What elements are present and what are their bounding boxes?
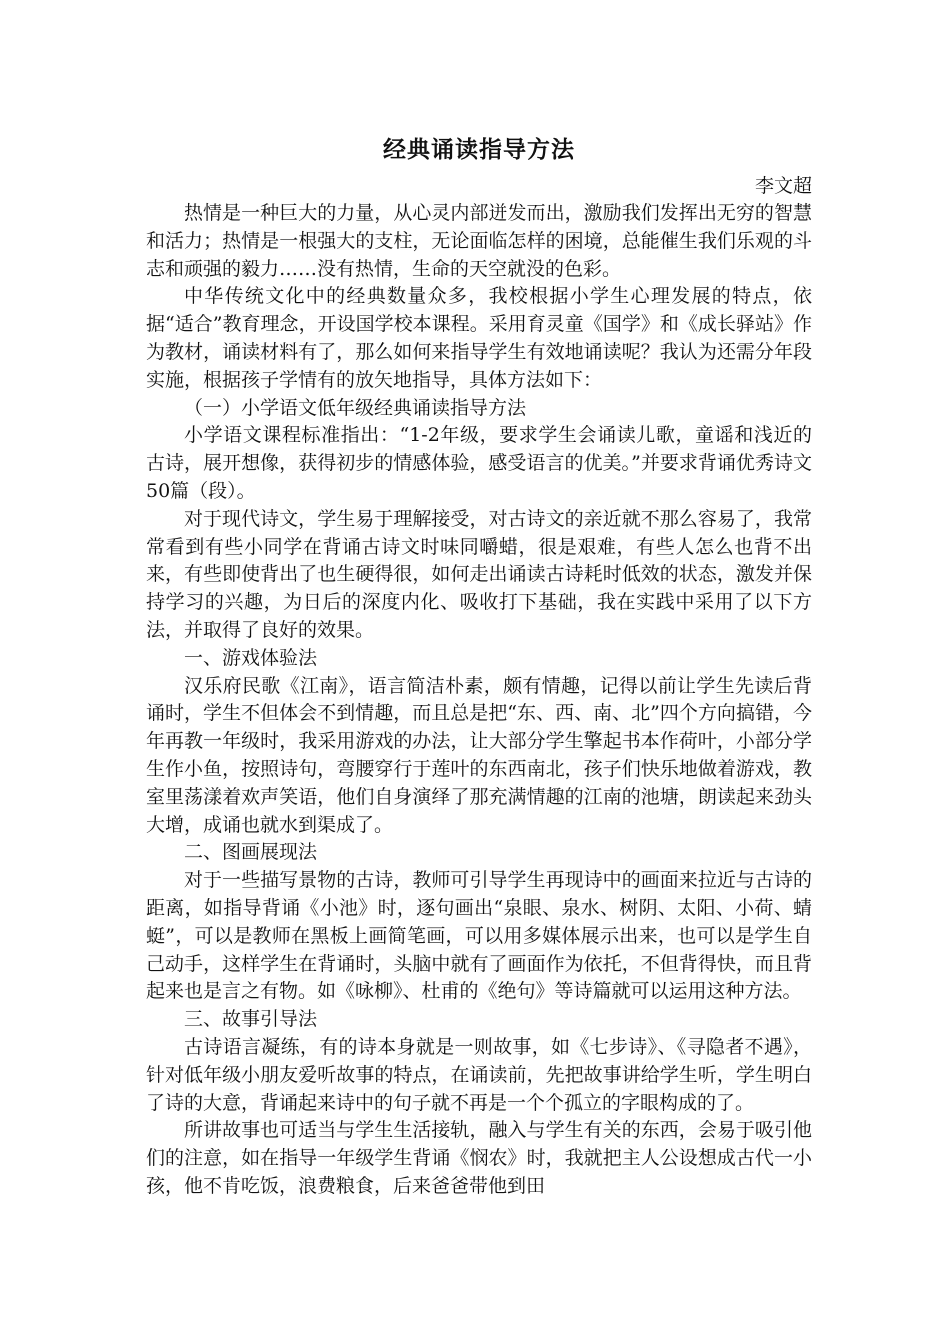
paragraph: 所讲故事也可适当与学生生活接轨，融入与学生有关的东西，会易于吸引他们的注意，如在指导一年级学生背诵《悯农》时，我就把主人公设想成古代一小孩，他不肯吃饭，浪费粮食，后来爸爸带他到田 (146, 1119, 812, 1197)
document-text (146, 200, 812, 1201)
paragraph: 对于现代诗文，学生易于理解接受，对古诗文的亲近就不那么容易了，我常常看到有些小同学在背诵古诗文时味同嚼蜡，很是艰难，有些人怎么也背不出来，有些即使背出了也生硬得很，如何走出诵读古诗耗时低效的状态，激发并保持学习的兴趣，为日后的深度内化、吸收打下基础，我在实践中采用了以下方法，并取得了良好的效果。 (146, 507, 812, 641)
section-heading: 三、故事引导法 (184, 1008, 318, 1031)
document-title: 经典诵读指导方法 (383, 137, 575, 163)
section-heading: 二、图画展现法 (184, 841, 318, 864)
section-heading: （一）小学语文低年级经典诵读指导方法 (184, 396, 527, 419)
paragraph: 对于一些描写景物的古诗，教师可引导学生再现诗中的画面来拉近与古诗的距离，如指导背诵《小池》时，逐句画出“泉眼、泉水、树阴、太阳、小荷、蜻蜓”，可以是教师在黑板上画简笔画，可以用多媒体展示出来，也可以是学生自己动手，这样学生在背诵时，头脑中就有了画面作为依托，不但背得快，而且背起来也是言之有物。如《咏柳》、杜甫的《绝句》等诗篇就可以运用这种方法。 (146, 869, 812, 1003)
author-name: 李文超 (754, 175, 812, 197)
paragraph: 汉乐府民歌《江南》，语言简洁朴素，颇有情趣，记得以前让学生先读后背诵时，学生不但体会不到情趣，而且总是把“东、西、南、北”四个方向搞错，今年再教一年级时，我采用游戏的办法，让大部分学生擎起书本作荷叶，小部分学生作小鱼，按照诗句，弯腰穿行于莲叶的东西南北，孩子们快乐地做着游戏，教室里荡漾着欢声笑语，他们自身演绎了那充满情趣的江南的池塘，朗读起来劲头大增，成诵也就水到渠成了。 (146, 674, 812, 836)
paragraph: 古诗语言凝练，有的诗本身就是一则故事，如《七步诗》、《寻隐者不遇》，针对低年级小朋友爱听故事的特点，在诵读前，先把故事讲给学生听，学生明白了诗的大意，背诵起来诗中的句子就不再是一个个孤立的字眼构成的了。 (146, 1035, 812, 1114)
document-body (146, 128, 812, 1201)
paragraph: 中华传统文化中的经典数量众多，我校根据小学生心理发展的特点，依据“适合”教育理念，开设国学校本课程。采用育灵童《国学》和《成长驿站》作为教材，诵读材料有了，那么如何来指导学生有效地诵读呢？我认为还需分年段实施，根据孩子学情有的放矢地指导，具体方法如下： (146, 285, 812, 391)
section-heading: 一、游戏体验法 (184, 646, 318, 669)
paragraph: 小学语文课程标准指出：“1-2年级，要求学生会诵读儿歌，童谣和浅近的古诗，展开想像，获得初步的情感体验，感受语言的优美。”并要求背诵优秀诗文50篇（段）。 (146, 424, 812, 502)
paragraph: 热情是一种巨大的力量，从心灵内部迸发而出，激励我们发挥出无穷的智慧和活力；热情是一根强大的支柱，无论面临怎样的困境，总能催生我们乐观的斗志和顽强的毅力……没有热情，生命的天空就没的色彩。 (146, 202, 812, 280)
